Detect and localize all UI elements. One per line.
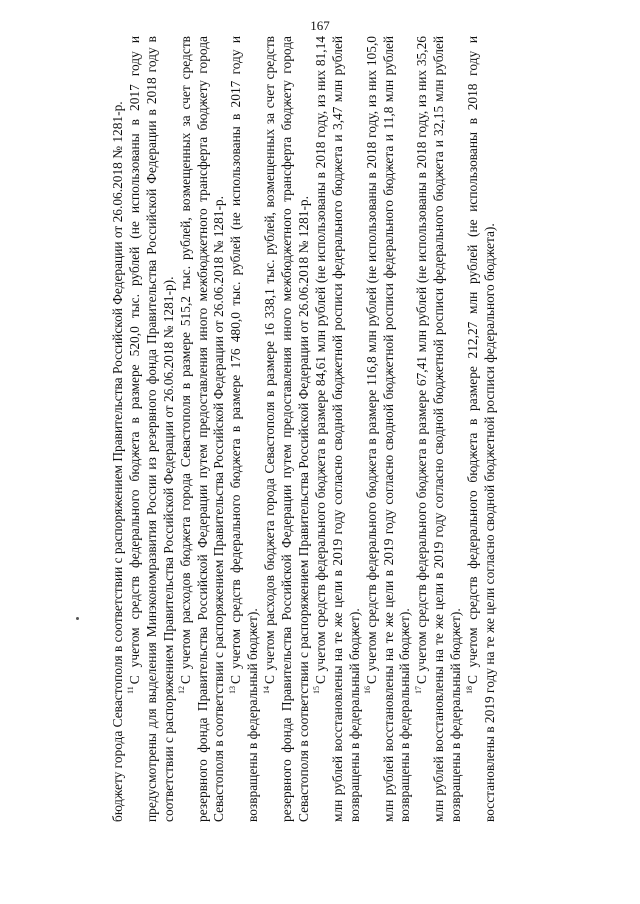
footnote-text: С учетом средств федерального бюджета в размере 116,8 млн рублей (не использованы в 2018 году, из них 105,0 млн рублей восстановлены на те же цели в 2019 году согласно сводной бюджетной росписи федерального бюджета и 11,8 млн рублей возвращены в федеральный бюджет). <box>363 36 413 822</box>
footnote-11 <box>127 36 178 822</box>
footnote-12 <box>178 36 229 822</box>
footnote-marker: 13 <box>227 686 237 694</box>
footnote-text: С учетом средств федерального бюджета в размере 84,61 млн рублей (не использованы в 2018 году, из них 81,14 млн рублей восстановлены на те же цели в 2019 году согласно сводной бюджетной росписи федерального бюджета и 3,47 млн рублей возвращены в федеральный бюджет). <box>312 36 362 822</box>
rotated-footnotes-block <box>110 36 582 822</box>
page-number: 167 <box>310 18 330 33</box>
footnote-text: С учетом расходов бюджета города Севастополя в размере 16 338,1 тыс. рублей, возмещенных за счет средств резервного фонда Правительства Российской Федерации путем предоставления иного межбюджетного трансферта бюджету города Севастополя в соответствии с распоряжением Правительства Российской Федерации от 26.06.2018 № 1281-р. <box>262 36 311 822</box>
footnote-marker: 17 <box>413 686 423 694</box>
scan-speck <box>76 617 79 620</box>
footnote-text: С учетом средств федерального бюджета в размере 212,27 млн рублей (не использованы в 2018 году и восстановлены в 2019 году на те же цели согласно сводной бюджетной росписи федерального бюджета). <box>465 36 497 822</box>
footnote-marker: 18 <box>464 686 474 694</box>
footnote-marker: 15 <box>312 686 322 694</box>
footnote-marker: 16 <box>363 686 373 694</box>
footnote-marker: 12 <box>177 686 187 694</box>
footnote-14 <box>262 36 313 822</box>
continuation-paragraph: бюджету города Севастополя в соответствии с распоряжением Правительства Российской Федерации от 26.06.2018 № 1281-р. <box>110 101 125 822</box>
footnote-text: С учетом средств федерального бюджета в размере 520,0 тыс. рублей (не использованы в 2017 году и предусмотрены для выделения Минэкономразвития России из резервного фонда Правительства Российской Федерации в 2018 году в соответствии с распоряжением Правительства Российской Федерации от 26.06.2018 № 1281-р). <box>126 36 176 822</box>
footnote-16 <box>364 36 415 822</box>
footnote-15 <box>313 36 364 822</box>
footnote-17 <box>414 36 465 822</box>
footnote-text: С учетом расходов бюджета города Севастополя в размере 515,2 тыс. рублей, возмещенных за счет средств резервного фонда Правительства Российской Федерации путем предоставления иного межбюджетного трансферта бюджету города Севастополя в соответствии с распоряжением Правительства Российской Федерации от 26.06.2018 № 1281-р. <box>177 36 227 822</box>
footnote-text: С учетом средств федерального бюджета в размере 176 480,0 тыс. рублей (не использованы в 2017 году и возвращены в федеральный бюджет). <box>228 36 261 822</box>
footnote-marker: 14 <box>261 686 271 694</box>
footnote-13 <box>228 36 262 822</box>
footnote-text: С учетом средств федерального бюджета в размере 67,41 млн рублей (не использованы в 2018 году, из них 35,26 млн рублей восстановлены на те же цели в 2019 году согласно сводной бюджетной росписи федерального бюджета и 32,15 млн рублей возвращены в федеральный бюджет). <box>414 36 464 822</box>
footnote-18 <box>465 36 499 822</box>
footnote-marker: 11 <box>126 686 136 694</box>
